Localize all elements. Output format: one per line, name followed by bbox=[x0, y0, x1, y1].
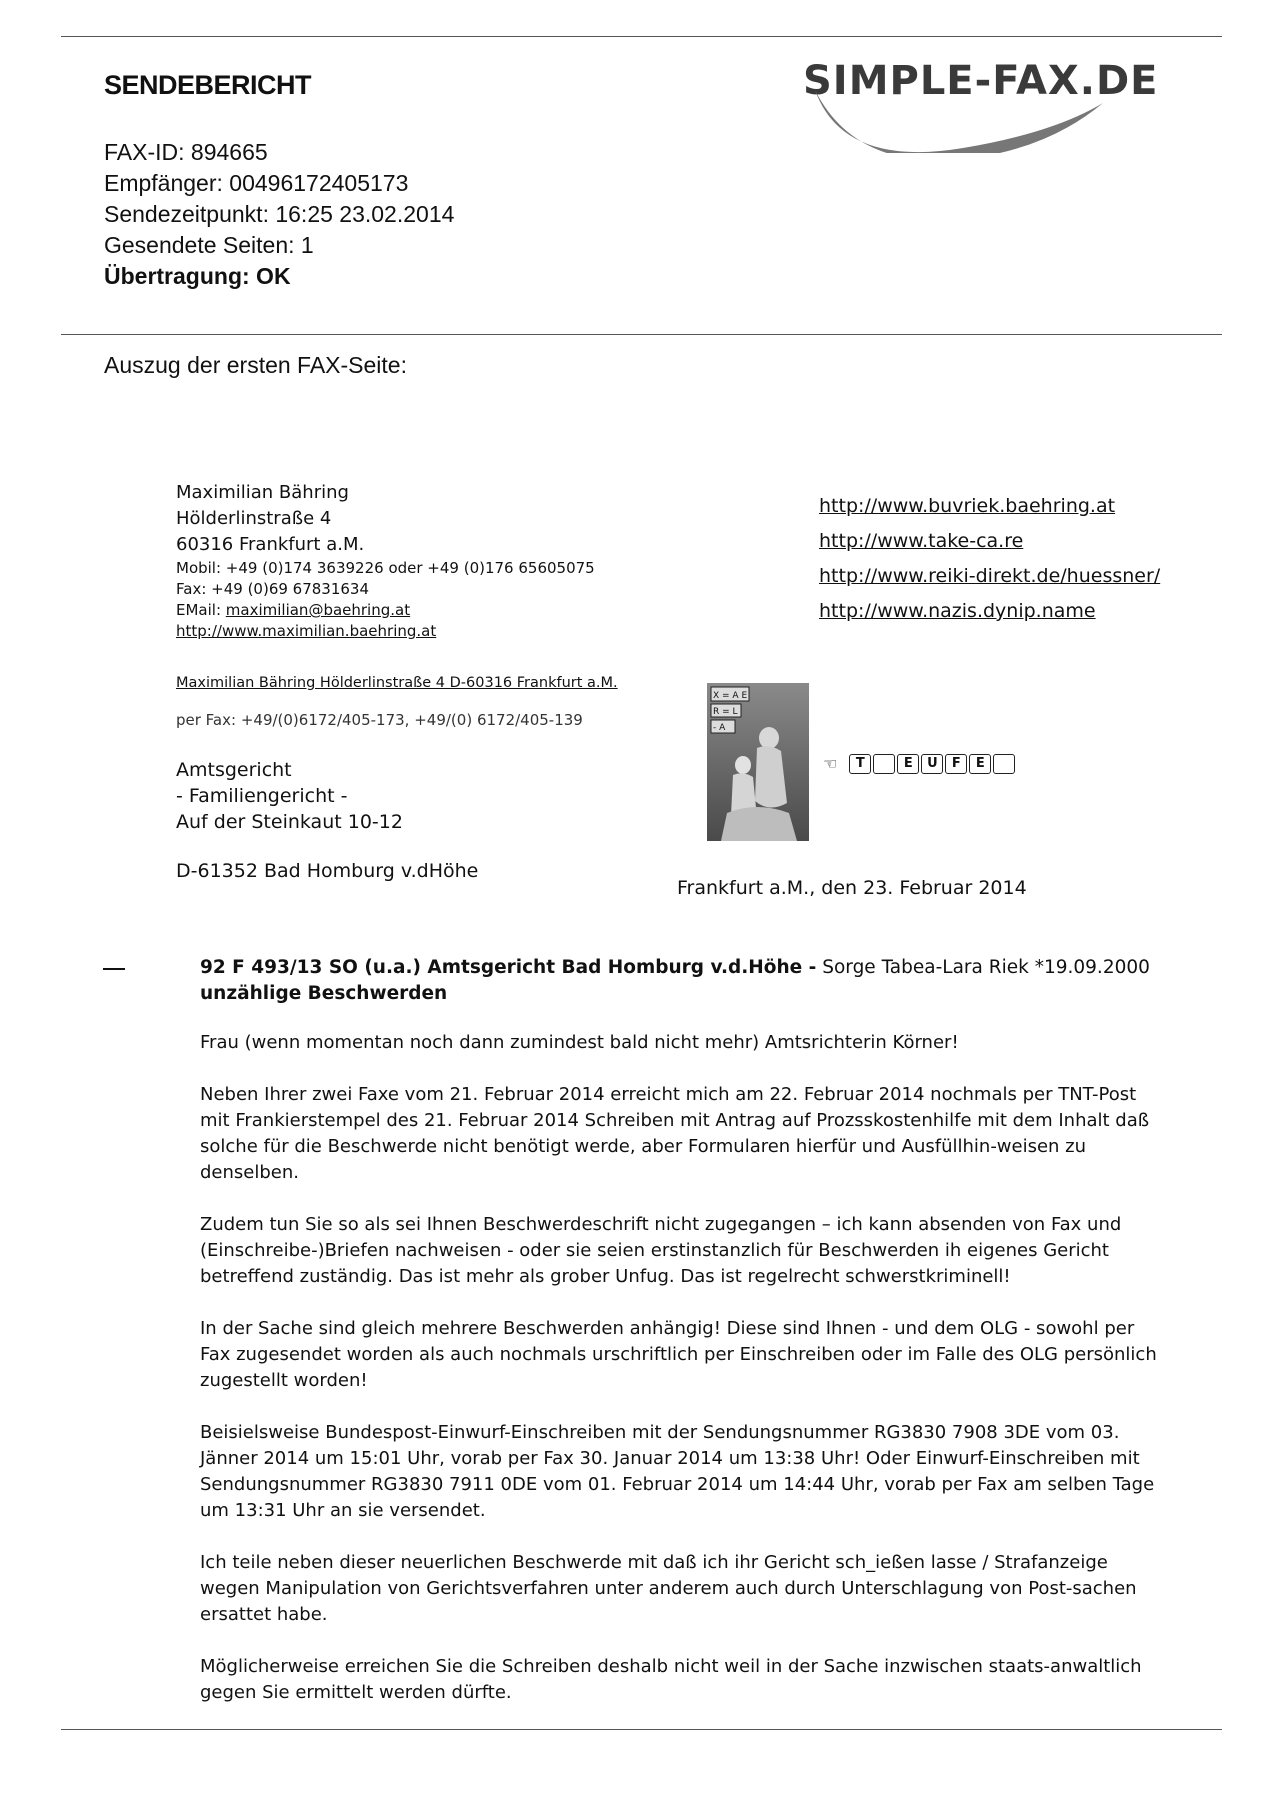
link-list bbox=[819, 489, 1160, 629]
body-paragraph: Zudem tun Sie so als sei Ihnen Beschwerdeschrift nicht zugegangen – ich kann absenden von Fax und (Einschreibe-)Briefen nachweisen - oder sie seien erstinstanzlich für Beschwerden ih eigenes Gericht betreffend zuständig. Das ist mehr als grober Unfug. Das ist regelrecht schwerstkriminell! bbox=[200, 1214, 1122, 1287]
body-paragraph: Beisielsweise Bundespost-Einwurf-Einschreiben mit der Sendungsnummer RG3830 7908 3DE vom 03. Jänner 2014 um 15:01 Uhr, vorab per Fax 30. Januar 2014 um 13:38 Uhr! Oder Einwurf-Einschreiben mit Sendungsnummer RG3830 7911 0DE vom 01. Februar 2014 um 14:44 Uhr, vorab per Fax am selben Tage um 13:31 Uhr an sie versendet. bbox=[200, 1422, 1155, 1521]
body-paragraph: Neben Ihrer zwei Faxe vom 21. Februar 2014 erreicht mich am 22. Februar 2014 nochmals per TNT-Post mit Frankierstempel des 21. Februar 2014 Schreiben mit Antrag auf Prozsskostenhilfe mit dem Inhalt daß solche für die Beschwerde nicht benötigt werde, aber Formularen hierfür und Ausfüllhin-weisen zu denselben. bbox=[200, 1084, 1150, 1183]
recipient-number: Empfänger: 00496172405173 bbox=[104, 170, 409, 196]
per-fax-line: per Fax: +49/(0)6172/405-173, +49/(0) 6172/405-139 bbox=[176, 711, 583, 729]
sender-city: 60316 Frankfurt a.M. bbox=[176, 534, 365, 555]
salutation: Frau (wenn momentan noch dann zumindest bald nicht mehr) Amtsrichterin Körner! bbox=[200, 1032, 959, 1053]
letter-body bbox=[200, 1030, 1160, 1732]
simple-fax-logo bbox=[803, 58, 1223, 153]
fax-id: FAX-ID: 894665 bbox=[104, 139, 268, 165]
keycap bbox=[993, 754, 1015, 774]
header-divider bbox=[61, 334, 1222, 335]
sender-street: Hölderlinstraße 4 bbox=[176, 508, 332, 529]
body-paragraph: In der Sache sind gleich mehrere Beschwerden anhängig! Diese sind Ihnen - und dem OLG - sowohl per Fax zugesendet worden als auch nochmals urschriftlich per Einschreiben oder im Falle des OLG persönlich zugestellt worden! bbox=[200, 1318, 1157, 1391]
subject-line2: unzählige Beschwerden bbox=[200, 983, 448, 1004]
pointing-hand-icon: ☜ bbox=[823, 754, 838, 773]
logo-swoosh-icon bbox=[803, 58, 1223, 153]
keycap: T bbox=[849, 754, 871, 774]
addressee-block bbox=[176, 757, 403, 835]
sender-fax: Fax: +49 (0)69 67831634 bbox=[176, 580, 370, 598]
keycap: F bbox=[945, 754, 967, 774]
pages-sent: Gesendete Seiten: 1 bbox=[104, 232, 314, 258]
body-paragraph: Ich teile neben dieser neuerlichen Beschwerde mit daß ich ihr Gericht sch_ießen lasse / Strafanzeige wegen Manipulation von Gerichtsverfahren unter anderem auch durch Unterschlagung von Post-sachen ersattet habe. bbox=[200, 1552, 1137, 1625]
keycap: E bbox=[897, 754, 919, 774]
addressee-line1: Amtsgericht bbox=[176, 759, 292, 781]
sender-email-link[interactable]: maximilian@baehring.at bbox=[225, 601, 411, 619]
report-title: SENDEBERICHT bbox=[104, 70, 312, 100]
sender-email-row bbox=[176, 600, 595, 621]
keycap bbox=[873, 754, 895, 774]
subject-case: 92 F 493/13 SO (u.a.) Amtsgericht Bad Homburg v.d.Höhe - bbox=[200, 957, 817, 978]
logo-text: SIMPLE-FAX.DE bbox=[803, 58, 1159, 104]
send-time: Sendezeitpunkt: 16:25 23.02.2014 bbox=[104, 201, 455, 227]
addressee-line3: Auf der Steinkaut 10-12 bbox=[176, 811, 403, 833]
fold-mark bbox=[103, 968, 125, 970]
link-take-care[interactable]: http://www.take-ca.re bbox=[819, 530, 1024, 552]
sender-block bbox=[176, 480, 595, 642]
sender-name: Maximilian Bähring bbox=[176, 482, 349, 503]
sender-email-label: EMail: bbox=[176, 601, 226, 619]
body-paragraph: Möglicherweise erreichen Sie die Schreiben deshalb nicht weil in der Sache inzwischen staats-anwaltlich gegen Sie ermittelt werden dürfte. bbox=[200, 1656, 1142, 1703]
photo-tile-3: - A bbox=[713, 723, 726, 733]
excerpt-label: Auszug der ersten FAX-Seite: bbox=[104, 352, 407, 378]
report-metadata bbox=[104, 137, 454, 292]
sender-website-link[interactable]: http://www.maximilian.baehring.at bbox=[176, 622, 437, 640]
link-reiki[interactable]: http://www.reiki-direkt.de/huessner/ bbox=[819, 565, 1161, 587]
photo-tile-1: X = A E bbox=[713, 691, 748, 701]
letter-date: Frankfurt a.M., den 23. Februar 2014 bbox=[677, 877, 1027, 899]
subject-block bbox=[200, 955, 1150, 1007]
addressee-line2: - Familiengericht - bbox=[176, 785, 348, 807]
sender-mobile: Mobil: +49 (0)174 3639226 oder +49 (0)176 65605075 bbox=[176, 559, 595, 577]
transmission-status: Übertragung: OK bbox=[104, 263, 291, 289]
addressee-city: D-61352 Bad Homburg v.dHöhe bbox=[176, 860, 479, 882]
keycap: E bbox=[969, 754, 991, 774]
statue-photo bbox=[707, 683, 809, 841]
subject-matter: Sorge Tabea-Lara Riek *19.09.2000 bbox=[816, 957, 1150, 978]
top-divider bbox=[61, 36, 1222, 37]
return-address: Maximilian Bähring Hölderlinstraße 4 D-60316 Frankfurt a.M. bbox=[176, 675, 618, 691]
photo-tile-2: R = L bbox=[713, 707, 738, 717]
link-buvriek[interactable]: http://www.buvriek.baehring.at bbox=[819, 495, 1116, 517]
subject-line1 bbox=[200, 955, 1150, 981]
keycap: U bbox=[921, 754, 943, 774]
link-dynip[interactable]: http://www.nazis.dynip.name bbox=[819, 600, 1096, 622]
teufe-keycaps bbox=[823, 753, 1017, 775]
